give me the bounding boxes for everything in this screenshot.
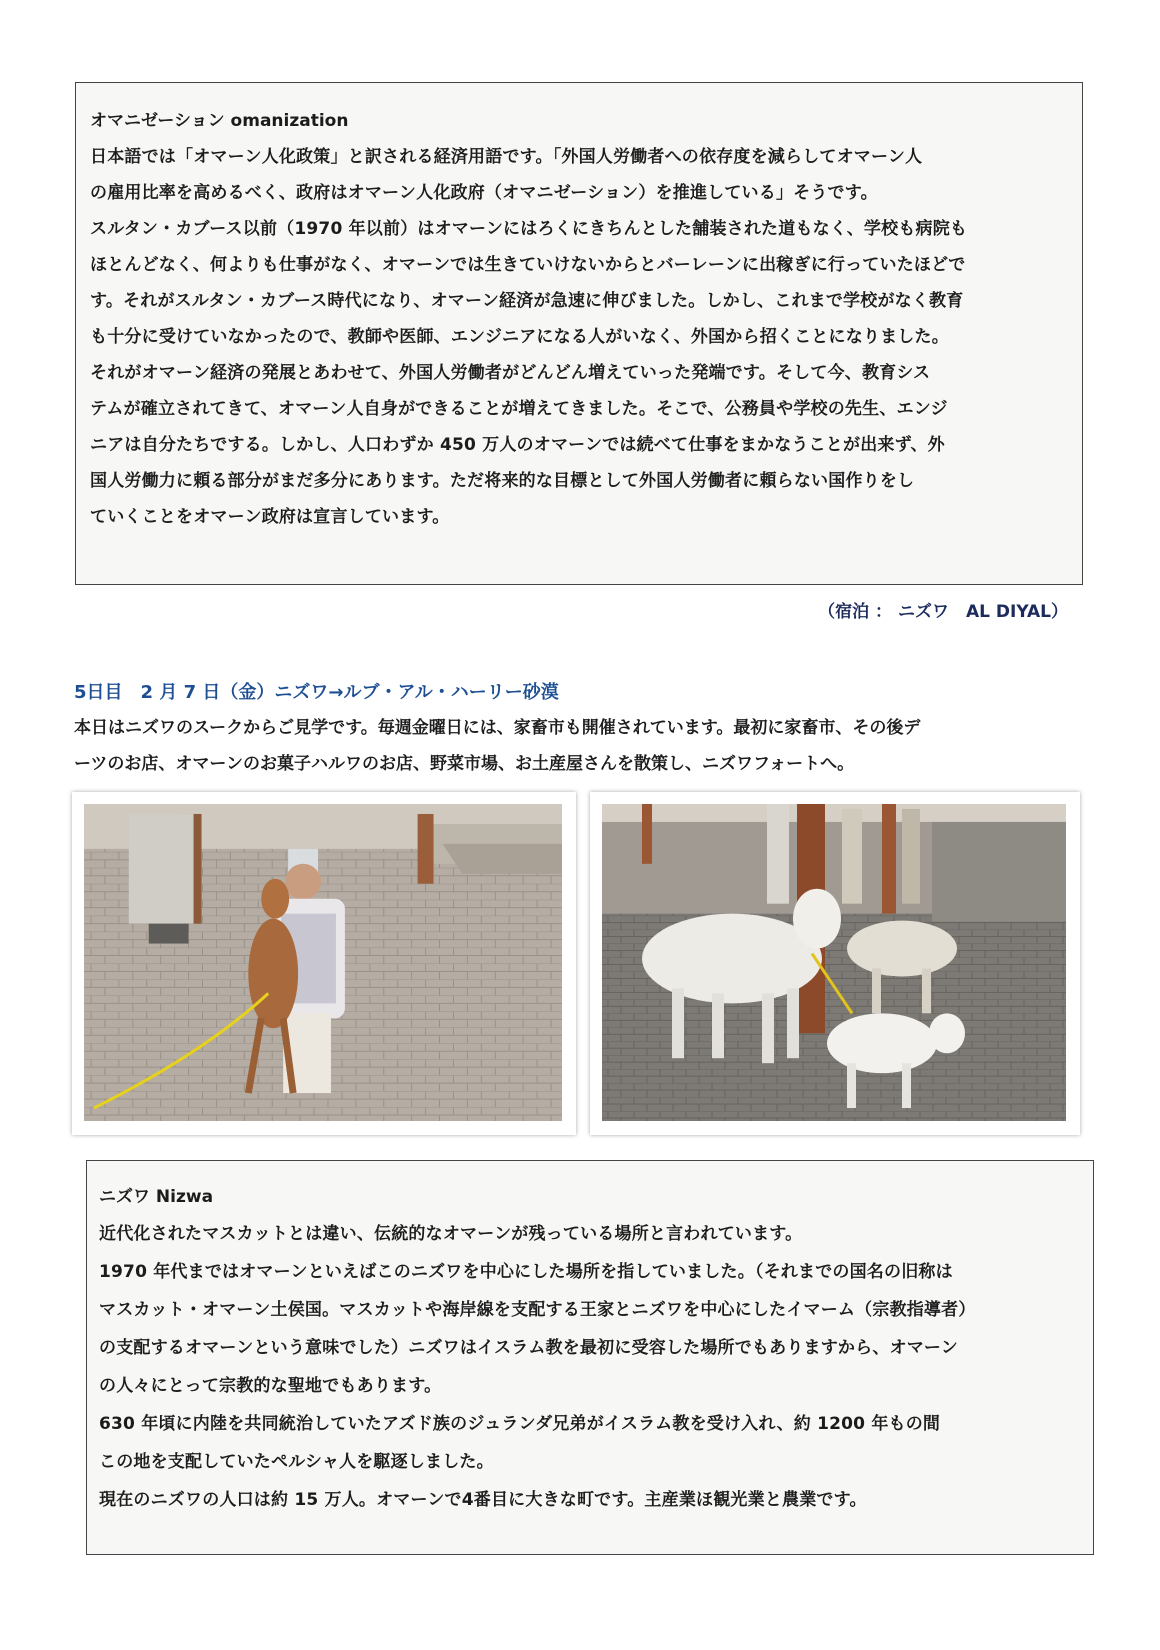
lodging-note: （宿泊 ： ニズワ AL DIYAL） (818, 602, 1068, 622)
day5-line: 本日はニズワのスークからご見学です。毎週金曜日には、家畜市も開催されています。最初に家畜市、その後デ (74, 718, 921, 738)
omanization-line: ほとんどなく、何よりも仕事がなく、オマーンでは生きていけないからとバーレーンに出稼ぎに行っていたほどで (90, 255, 966, 275)
omanization-line: も十分に受けていなかったので、教師や医師、エンジニアになる人がいなく、外国から招くことになりました。 (90, 327, 949, 347)
omanization-info-box (75, 82, 1083, 585)
nizwa-line: 近代化されたマスカットとは違い、伝統的なオマーンが残っている場所と言われています。 (99, 1224, 803, 1244)
nizwa-line: 1970 年代まではオマーンといえばこのニズワを中心にした場所を指していました。（それまでの国名の旧称は (99, 1262, 953, 1282)
nizwa-line: の人々にとって宗教的な聖地でもあります。 (99, 1376, 442, 1396)
omanization-line: テムが確立されてきて、オマーン人自身ができることが増えてきました。そこで、公務員や学校の先生、エンジ (90, 399, 948, 419)
day5-line: ーツのお店、オマーンのお菓子ハルワのお店、野菜市場、お土産屋さんを散策し、ニズワフォートへ。 (74, 754, 855, 774)
omanization-title: オマニゼーション omanization (90, 111, 349, 131)
nizwa-line: 630 年頃に内陸を共同統治していたアズド族のジュランダ兄弟がイスラム教を受け入れ、約 1200 年もの間 (99, 1414, 941, 1434)
photo-boy-with-goat (72, 792, 576, 1135)
omanization-line: の雇用比率を高めるべく、政府はオマーン人化政府（オマニゼーション）を推進している」そうです。 (90, 183, 878, 203)
nizwa-title: ニズワ Nizwa (99, 1187, 214, 1207)
nizwa-info-box (86, 1160, 1094, 1555)
day5-heading: 5日目 2 月 7 日（金）ニズワ→ルブ・アル・ハーリー砂漠 (74, 682, 559, 703)
nizwa-line: 現在のニズワの人口は約 15 万人。オマーンで4番目に大きな町です。主産業ほ観光業と農業です。 (99, 1490, 867, 1510)
day5-description (74, 710, 1094, 782)
omanization-line: ニアは自分たちでする。しかし、人口わずか 450 万人のオマーンでは続べて仕事をまかなうことが出来ず、外 (90, 435, 945, 455)
goats-image (602, 804, 1066, 1121)
omanization-line: ていくことをオマーン政府は宣言しています。 (90, 507, 450, 527)
boy-goat-image (84, 804, 562, 1121)
nizwa-line: マスカット・オマーン土侯国。マスカットや海岸線を支配する王家とニズワを中心にしたイマーム（宗教指導者） (99, 1300, 976, 1320)
omanization-line: それがオマーン経済の発展とあわせて、外国人労働者がどんどん増えていった発端です。そして今、教育シス (90, 363, 931, 383)
omanization-line: スルタン・カブース以前（1970 年以前）はオマーンにはろくにきちんとした舗装された道もなく、学校も病院も (90, 219, 968, 239)
omanization-line: 日本語では「オマーン人化政策」と訳される経済用語です。「外国人労働者への依存度を減らしてオマーン人 (90, 147, 923, 167)
nizwa-line: の支配するオマーンという意味でした）ニズワはイスラム教を最初に受容した場所でもありますから、オマーン (99, 1338, 958, 1358)
photo-goats (590, 792, 1080, 1135)
omanization-line: 国人労働力に頼る部分がまだ多分にあります。ただ将来的な目標として外国人労働者に頼らない国作りをし (90, 471, 915, 491)
omanization-line: す。それがスルタン・カブース時代になり、オマーン経済が急速に伸びました。しかし、これまで学校がなく教育 (90, 291, 964, 311)
nizwa-line: この地を支配していたペルシャ人を駆逐しました。 (99, 1452, 494, 1472)
